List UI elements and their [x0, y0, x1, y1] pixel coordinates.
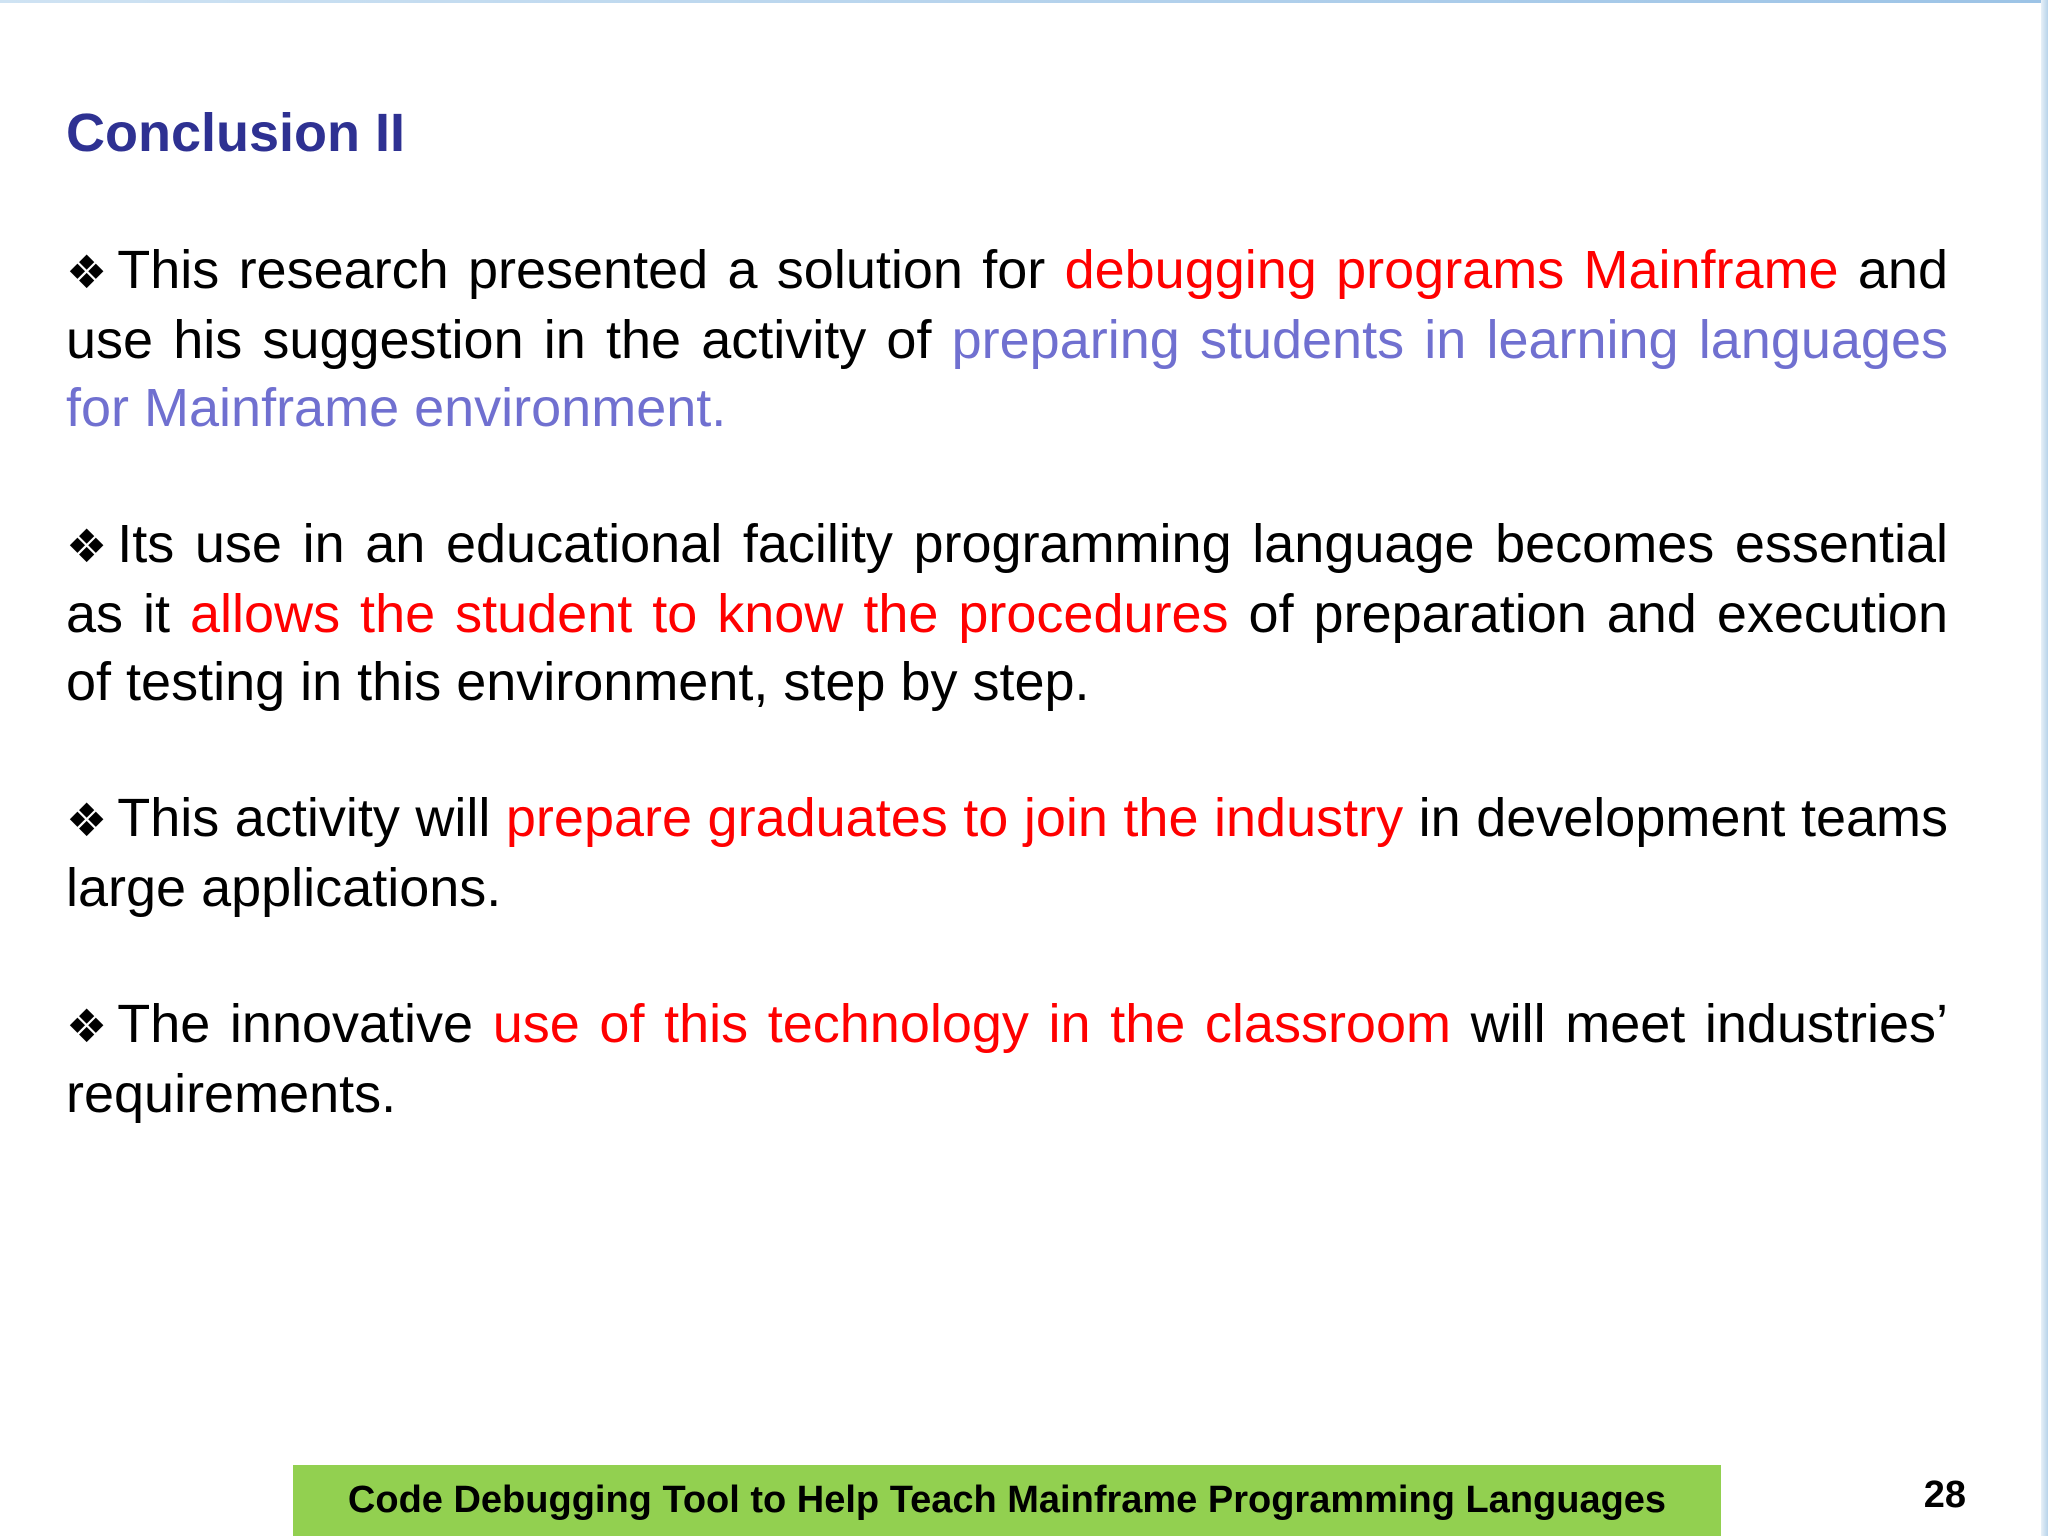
bullet-text [66, 994, 1948, 1124]
bullet-item [66, 510, 1948, 716]
bullet-text [66, 514, 1948, 712]
bullet-segment: This activity will [117, 788, 506, 848]
bullet-segment: Its use in an educational facility programming language becomes essential as it [66, 514, 1948, 644]
four-diamond-bullet-icon: ❖ [66, 245, 108, 299]
four-diamond-bullet-icon: ❖ [66, 793, 108, 847]
red-highlight: debugging programs Mainframe [1064, 240, 1839, 300]
top-rule [0, 0, 2048, 3]
bullet-item [66, 990, 1948, 1128]
bullet-item [66, 236, 1948, 442]
red-highlight: prepare graduates to join the industry [505, 788, 1404, 848]
red-highlight: use of this technology in the classroom [492, 994, 1451, 1054]
right-edge-bar [2041, 0, 2048, 1536]
bullet-list [66, 236, 1948, 1196]
bullet-segment: of preparation and execution of testing in this environment, step by step. [66, 584, 1948, 712]
four-diamond-bullet-icon: ❖ [66, 519, 108, 573]
bullet-text [66, 240, 1948, 438]
four-diamond-bullet-icon: ❖ [66, 999, 108, 1053]
footer-banner: Code Debugging Tool to Help Teach Mainframe Programming Languages [293, 1465, 1721, 1536]
bullet-segment: and use his suggestion in the activity of [66, 240, 1948, 370]
bullet-segment: The innovative [117, 994, 493, 1054]
bullet-segment: This research presented a solution for [117, 240, 1065, 300]
bullet-text [66, 788, 1948, 918]
bullet-segment: will meet industries’ requirements. [66, 994, 1948, 1124]
bullet-item [66, 784, 1948, 922]
red-highlight: allows the student to know the procedures [190, 584, 1229, 644]
page-number: 28 [1923, 1474, 1966, 1516]
slide-title: Conclusion II [66, 103, 406, 163]
purple-highlight: preparing students in learning languages for Mainframe environment. [66, 310, 1948, 438]
bullet-segment: in development teams large applications. [66, 788, 1948, 918]
